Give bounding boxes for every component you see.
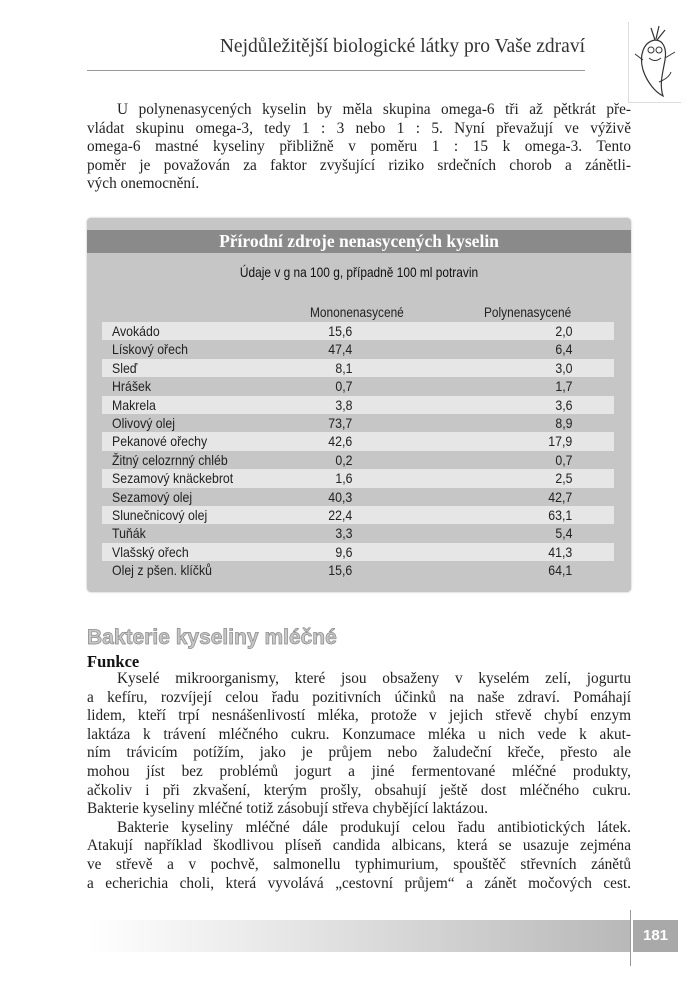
section-body [87,670,631,893]
row-mono-value: 0,2 [334,451,352,468]
text-line: vládat skupinu omega-3, tedy 1 : 3 nebo 1 : 5. Nyní převažují ve výživě [87,119,631,137]
table-row [102,469,614,487]
row-name: Olej z pšen. klíčků [112,562,212,579]
page-number: 181 [633,920,678,952]
row-name: Hrášek [112,378,152,395]
table-row [102,506,614,524]
fatty-acids-table [87,218,631,592]
table-body [102,322,614,579]
table-row [102,524,614,542]
row-poly-value: 63,1 [548,506,572,523]
row-name: Žitný celozrnný chléb [112,451,228,468]
row-name: Slunečnicový olej [112,506,208,523]
row-name: Sleď [112,359,138,376]
row-name: Sezamový knäckebrot [112,470,234,487]
row-name: Olivový olej [112,414,176,431]
running-title: Nejdůležitější biologické látky pro Vaše zdraví [219,36,585,57]
row-name: Vlašský ořech [112,543,189,560]
text-line: ve střevě a v pochvě, salmonellu typhimurium, spouštěč střevních zánětů [87,855,631,873]
table-row [102,451,614,469]
table-row [102,377,614,395]
row-poly-value: 64,1 [548,562,572,579]
row-poly-value: 17,9 [548,433,572,450]
text-line: poměr je považován za faktor zvyšující riziko srdečních chorob a zánětli- [87,156,631,174]
intro-paragraph [87,101,631,194]
table-row [102,488,614,506]
table-row [102,543,614,561]
row-poly-value: 2,0 [554,323,572,339]
text-line: mohou jíst bez problémů jogurt a jiné fermentované mléčné produkty, [87,762,631,780]
table-row [102,340,614,358]
text-line: ačkoliv i při zkvašení, kterým prošly, obsahují ještě dost mléčného cukru. [87,781,631,799]
row-mono-value: 42,6 [328,433,352,450]
row-mono-value: 15,6 [328,562,352,579]
row-mono-value: 73,7 [328,414,352,431]
row-mono-value: 22,4 [328,506,352,523]
row-poly-value: 8,9 [554,414,572,431]
section-heading: Bakterie kyseliny mléčné [87,626,337,649]
row-poly-value: 42,7 [548,488,572,505]
table-row [102,396,614,414]
footer-bar [87,920,630,952]
carrot-mascot-icon [628,22,681,103]
text-line: omega-6 mastné kyseliny přibližně v poměru 1 : 15 k omega-3. Tento [87,138,631,156]
text-line: vých onemocnění. [87,175,200,193]
footer-divider [630,910,631,966]
text-line: a echerichia choli, která vyvolává „cestovní průjem“ a zánět močových cest. [87,874,631,892]
text-line: U polynenasycených kyselin by měla skupina omega-6 tři až pětkrát pře- [117,101,631,118]
row-poly-value: 3,6 [554,396,572,413]
row-mono-value: 9,6 [334,543,352,560]
row-name: Avokádo [112,323,160,339]
table-row [102,432,614,450]
text-line: Kyselé mikroorganismy, které jsou obsaženy v kyselém zelí, jogurtu [117,670,631,687]
row-mono-value: 40,3 [328,488,352,505]
subsection-heading: Funkce [87,652,140,671]
text-line: laktáza k trávení mléčného cukru. Konzumace mléka u nich vede k akut- [87,725,631,743]
table-row [102,359,614,377]
row-mono-value: 1,6 [334,470,352,487]
column-header-mono: Mononenasycené [310,305,404,320]
row-mono-value: 8,1 [334,359,352,376]
row-poly-value: 5,4 [554,525,572,542]
row-poly-value: 3,0 [554,359,572,376]
row-mono-value: 0,7 [334,378,352,395]
table-subtitle: Údaje v g na 100 g, případně 100 ml potravin [239,264,479,280]
row-poly-value: 6,4 [554,341,572,358]
row-mono-value: 47,4 [328,341,352,358]
text-line: Atakují například škodlivou plíseň candida albicans, která se usazuje zejména [87,837,631,855]
table-title: Přírodní zdroje nenasycených kyselin [87,230,631,253]
row-mono-value: 3,8 [334,396,352,413]
row-mono-value: 3,3 [334,525,352,542]
text-line: lidem, kteří trpí nesnášenlivostí mléka, protože v jejich střevě chybí enzym [87,707,631,725]
row-poly-value: 2,5 [554,470,572,487]
row-name: Sezamový olej [112,488,193,505]
row-mono-value: 15,6 [328,323,352,339]
header-rule [87,70,585,71]
row-name: Lískový ořech [112,341,189,358]
text-line: ním trávicím potížím, jako je průjem nebo žaludeční křeče, přesto ale [87,744,631,762]
table-row [102,561,614,579]
row-poly-value: 41,3 [548,543,572,560]
table-row [102,414,614,432]
row-poly-value: 1,7 [554,378,572,395]
row-name: Pekanové ořechy [112,433,208,450]
row-name: Tuňák [112,525,146,542]
row-name: Makrela [112,396,156,413]
text-line: a kefíru, rozvíjejí celou řadu pozitivních účinků na naše zdraví. Pomáhají [87,688,631,706]
text-line: Bakterie kyseliny mléčné totiž zásobují střeva chybějící laktázou. [87,800,488,818]
text-line: Bakterie kyseliny mléčné dále produkují celou řadu antibiotických látek. [117,818,631,836]
column-header-poly: Polynenasycené [484,305,572,320]
table-row [102,322,614,340]
row-poly-value: 0,7 [554,451,572,468]
